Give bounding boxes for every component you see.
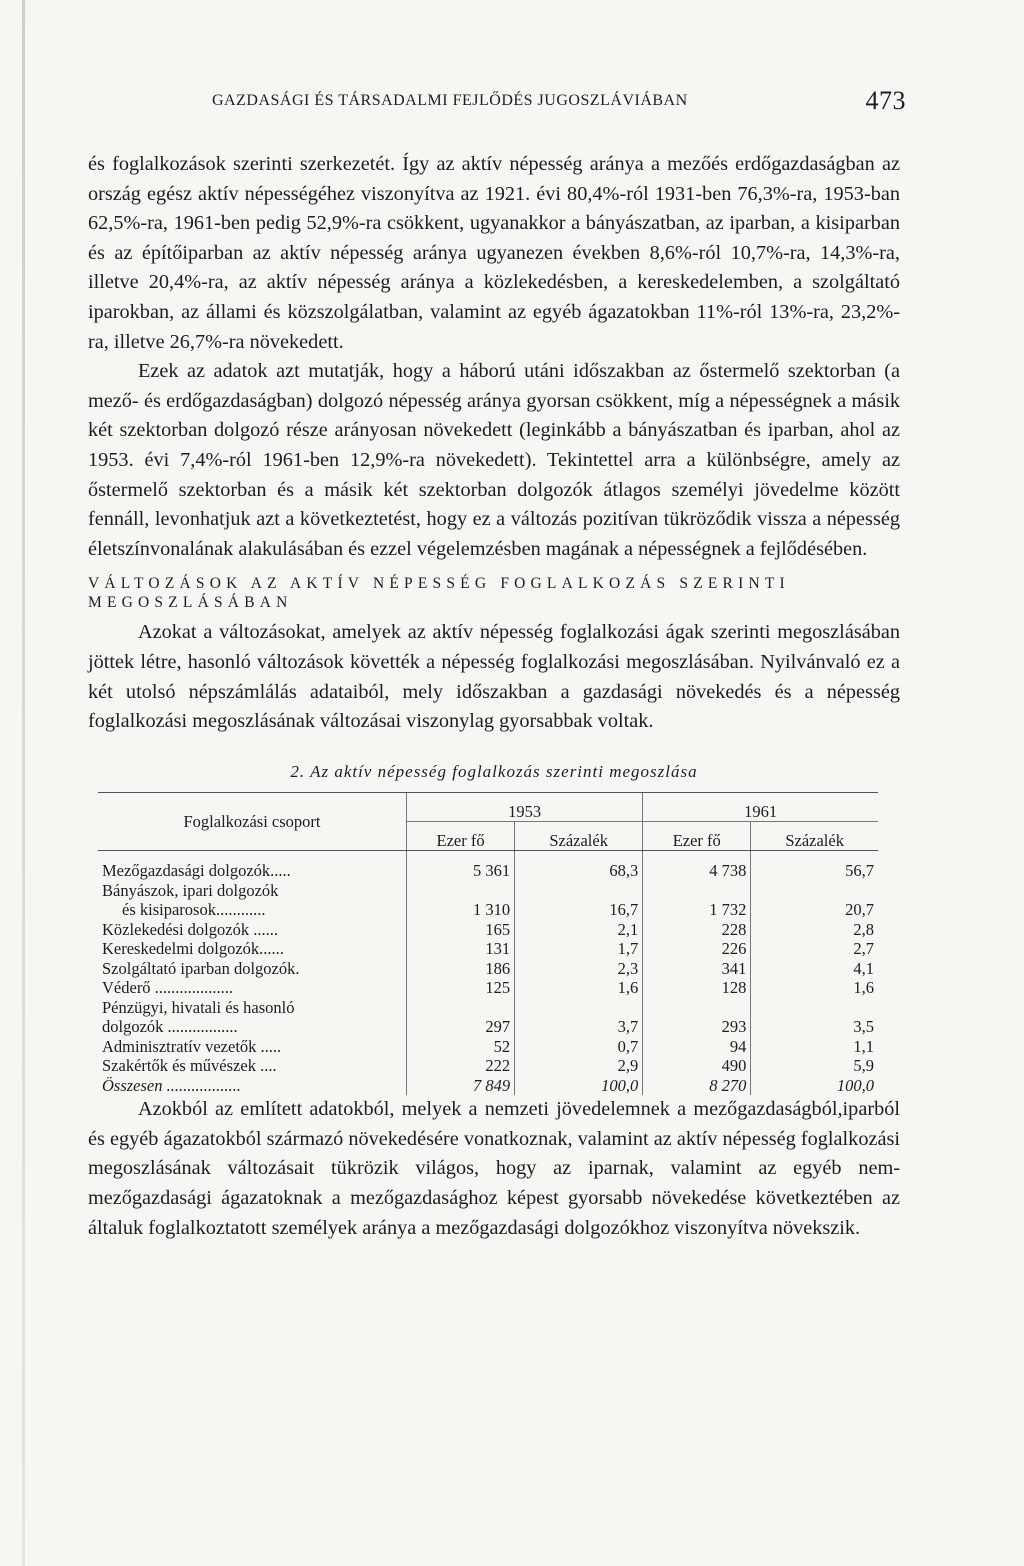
table-subheader-ezer-1961: Ezer fő [643, 822, 751, 851]
table-row: Véderő ................... 125 1,6 128 1,6 [98, 978, 878, 998]
table-row: Bányászok, ipari dolgozók [98, 881, 878, 901]
table-row: Szakértők és művészek .... 222 2,9 490 5,9 [98, 1056, 878, 1076]
table-row: és kisiparosok............ 1 310 16,7 1 732 20,7 [98, 900, 878, 920]
page-body [88, 150, 900, 1243]
table-row: Kereskedelmi dolgozók...... 131 1,7 226 2,7 [98, 939, 878, 959]
paragraph-2: Ezek az adatok azt mutatják, hogy a háború utáni időszakban az őstermelő szektorban (a mező- és erdőgazdaságban) dolgozó népesség aránya gyorsan csökkent, míg a népességnek a másik két szektorban dolgozó része arányosan növekedett (leginkább a bányászatban és iparban, ahol az 1953. évi 7,4%-ról 1961-ben 12,9%-ra növekedett). Tekintettel arra a különbségre, amely az őstermelő szektorban és a másik két szektorban dolgozók átlagos személyi jövedelme között fennáll, levonhatjuk azt a következtetést, hogy ez a változás pozitívan tükröződik vissza a népesség életszínvonalának alakulásában és ezzel végelemzésben magának a népességnek a fejlődésében. [88, 360, 900, 560]
paragraph-4: Azokból az említett adatokból, melyek a nemzeti jövedelemnek a mezőgazdaságból,iparból és egyéb ágazatokból származó növekedésére vonatkoznak, valamint az aktív népesség foglalkozási megoszlásának változásait tükrözik világos, hogy az iparnak, valamint az egyéb nem-mezőgazdasági ágazatoknak a mezőgazdasághoz képest gyorsabb növekedése következtében az általuk foglalkoztatott személyek aránya a mezőgazdasági dolgozókhoz viszonyítva növekszik. [88, 1098, 900, 1239]
table-row: Mezőgazdasági dolgozók..... 5 361 68,3 4 738 56,7 [98, 851, 878, 881]
table-row: Szolgáltató iparban dolgozók. 186 2,3 341 4,1 [98, 959, 878, 979]
table-header-year-1961: 1961 [643, 793, 878, 822]
table-caption: 2. Az aktív népesség foglalkozás szerinti megoszlása [290, 761, 698, 781]
paragraph-3: Azokat a változásokat, amelyek az aktív népesség foglalkozási ágak szerinti megoszlásában jöttek létre, hasonló változások követték a népesség foglalkozási megoszlásában. Nyilvánvaló ez a két utolsó népszámlálás adataiból, mely időszakban a gazdasági növekedés és a népesség foglalkozási megoszlásának változásai viszonylag gyorsabbak voltak. [88, 621, 900, 733]
table-header-group: Foglalkozási csoport [98, 793, 407, 851]
section-heading: VÁLTOZÁSOK AZ AKTÍV NÉPESSÉG FOGLALKOZÁS SZERINTI MEGOSZLÁSÁBAN [88, 575, 790, 612]
paragraph-1: és foglalkozások szerinti szerkezetét. Így az aktív népesség aránya a mezőés erdőgazdaságban az ország egész aktív népességéhez viszonyítva az 1921. évi 80,4%-ról 1931-ben 76,3%-ra, 1953-ban 62,5%-ra, 1961-ben pedig 52,9%-ra csökkent, ugyanakkor a bányászatban, az iparban, a kisiparban és az építőiparban az aktív népesség aránya ugyanezen években 8,6%-ról 10,7%-ra, 14,3%-ra, illetve 20,4%-ra, az aktív népesség aránya a közlekedésben, a kereskedelemben, a szolgáltató iparokban, az állami és közszolgálatban, valamint az egyéb ágazatokban 11%-ról 13%-ra, 23,2%-ra, illetve 26,7%-ra növekedett. [88, 153, 900, 353]
table-row: Közlekedési dolgozók ...... 165 2,1 228 2,8 [98, 920, 878, 940]
occupation-table [98, 792, 878, 1095]
table-subheader-szazalek-1961: Százalék [751, 822, 878, 851]
table-row: Adminisztratív vezetők ..... 52 0,7 94 1,1 [98, 1037, 878, 1057]
table-subheader-szazalek-1953: Százalék [515, 822, 643, 851]
page-number: 473 [865, 86, 906, 115]
table-row: dolgozók ................. 297 3,7 293 3,5 [98, 1017, 878, 1037]
table-header-year-1953: 1953 [407, 793, 643, 822]
running-title: GAZDASÁGI ÉS TÁRSADALMI FEJLŐDÉS JUGOSZLÁVIÁBAN [212, 92, 688, 109]
table-subheader-ezer-1953: Ezer fő [407, 822, 515, 851]
table-row: Pénzügyi, hivatali és hasonló [98, 998, 878, 1018]
page-binding-edge [22, 0, 25, 1566]
table-total-row: Összesen .................. 7 849 100,0 8 270 100,0 [98, 1076, 878, 1096]
